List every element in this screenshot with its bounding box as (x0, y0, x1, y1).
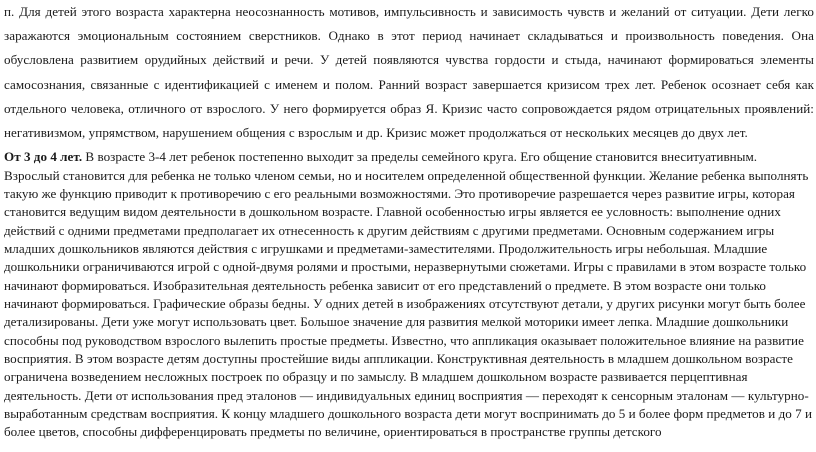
paragraph-age-3-4 (4, 148, 814, 442)
paragraph-age-3-4-body: В возрасте 3-4 лет ребенок постепенно выходит за пределы семейного круга. Его общение становится внеситуативным. Взрослый становится для ребенка не только членом семьи, но и носителем определенной общественной функции. Желание ребенка выполнять такую же функцию приводит к противоречию с его реальными возможностями. Это противоречие разрешается через развитие игры, которая становится ведущим видом деятельности в дошкольном возрасте. Главной особенностью игры является ее условность: выполнение одних действий с одними предметами предполагает их отнесенность к другим действиям с другими предметами. Основным содержанием игры младших дошкольников являются действия с игрушками и предметами-заместителями. Продолжительность игры небольшая. Младшие дошкольники ограничиваются игрой с одной-двумя ролями и простыми, неразвернутыми сюжетами. Игры с правилами в этом возрасте только начинают формироваться. Изобразительная деятельность ребенка зависит от его представлений о предмете. В этом возрасте они только начинают формироваться. Графические образы бедны. У одних детей в изображениях отсутствуют детали, у других рисунки могут быть более детализированы. Дети уже могут использовать цвет. Большое значение для развития мелкой моторики имеет лепка. Младшие дошкольники способны под руководством взрослого вылепить простые предметы. Известно, что аппликация оказывает положительное влияние на развитие восприятия. В этом возрасте детям доступны простейшие виды аппликации. Конструктивная деятельность в младшем дошкольном возрасте ограничена возведением несложных построек по образцу и по замыслу. В младшем дошкольном возрасте развивается перцептивная деятельность. Дети от использования пред эталонов — индивидуальных единиц восприятия — переходят к сенсорным эталонам — культурно-выработанным средствам восприятия. К концу младшего дошкольного возраста дети могут воспринимать до 5 и более форм предметов и до 7 и более цветов, способны дифференцировать предметы по величине, ориентироваться в пространстве группы детского (4, 149, 812, 440)
paragraph-early-age: п. Для детей этого возраста характерна неосознанность мотивов, импульсивность и зависимость чувств и желаний от ситуации. Дети легко заражаются эмоциональным состоянием сверстников. Однако в этот период начинает складываться и произвольность поведения. Она обусловлена развитием орудийных действий и речи. У детей появляются чувства гордости и стыда, начинают формироваться элементы самосознания, связанные с идентификацией с именем и полом. Ранний возраст завершается кризисом трех лет. Ребенок осознает себя как отдельного человека, отличного от взрослого. У него формируется образ Я. Кризис часто сопровождается рядом отрицательных проявлений: негативизмом, упрямством, нарушением общения с взрослым и др. Кризис может продолжаться от нескольких месяцев до двух лет. (4, 4, 814, 141)
paragraph-heading-age-3-4: От 3 до 4 лет. (4, 149, 83, 165)
